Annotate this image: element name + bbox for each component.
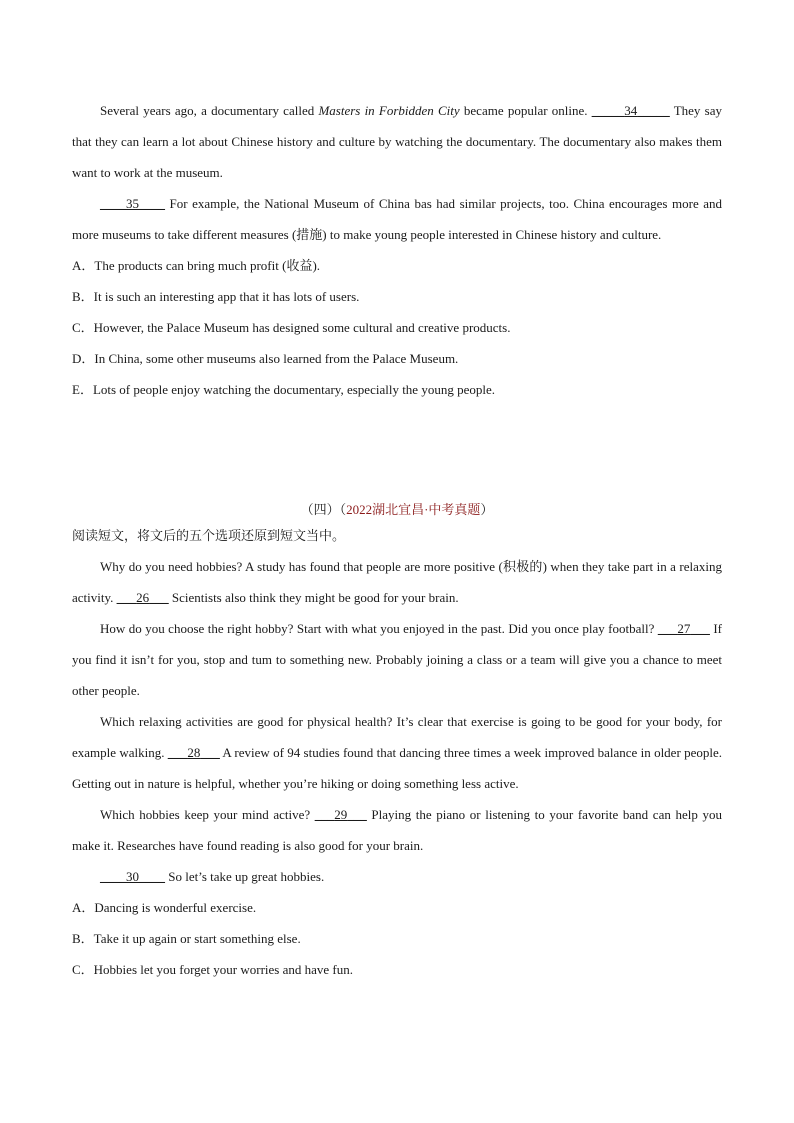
paragraph-text: became popular online. [459,103,592,118]
paragraph: Which relaxing activities are good for physical health? It’s clear that exercise is going to be good for your body, for example walking. ___28___ A review of 94 studies found that dancing three times a week improved balance in older people. Getting out in nature is helpful, whether you’re hiking or doing something less active. [72,714,723,791]
answer-blank-29[interactable]: ___29___ [314,807,367,822]
option-b: B．It is such an interesting app that it has lots of users. [72,289,360,304]
option-a: A．The products can bring much profit (收益). [72,258,321,273]
answer-blank-27[interactable]: ___27___ [657,621,710,636]
paragraph [72,188,722,250]
passage-four [72,499,722,985]
option-e: E．Lots of people enjoy watching the documentary, especially the young people. [72,382,495,397]
passage-three [72,95,722,405]
option-b: B．Take it up again or start something else. [72,931,301,946]
paragraph-text: For example, the National Museum of China bas had similar projects, too. China encourages more and more museums to take different measures (措施) to make young people interested in Chinese history and culture. [72,196,722,242]
answer-blank-26[interactable]: ___26___ [116,590,169,605]
section-spacer [72,405,722,499]
paragraph: How do you choose the right hobby? Start with what you enjoyed in the past. Did you once play football? ___27___ If you find it isn’t for you, stop and tum to something new. Probably joining a class or a team will give you a chance to meet other people. [72,621,722,698]
paragraph: ____30____ So let’s take up great hobbies. [100,869,325,884]
document-page [72,95,722,985]
option-a: A．Dancing is wonderful exercise. [72,900,257,915]
exam-source: 2022湖北宜昌·中考真题 [346,502,481,517]
option-d: D．In China, some other museums also learned from the Palace Museum. [72,351,459,366]
paragraph: Why do you need hobbies? A study has found that people are more positive (积极的) when they take part in a relaxing activity. ___26___ Scientists also think they might be good for your brain. [72,559,722,605]
paragraph [72,95,722,188]
documentary-title: Masters in Forbidden City [318,103,460,118]
paragraph: Which hobbies keep your mind active? ___29___ Playing the piano or listening to your favorite band can help you make it. Researches have found reading is also good for your brain. [72,807,722,853]
answer-blank-35[interactable]: ____35____ [100,196,165,211]
answer-blank-30[interactable]: ____30____ [100,869,165,884]
answer-blank-28[interactable]: ___28___ [167,745,220,760]
option-c: C．Hobbies let you forget your worries and have fun. [72,962,354,977]
option-c: C．However, the Palace Museum has designed some cultural and creative products. [72,320,511,335]
instruction: 阅读短文，将文后的五个选项还原到短文当中。 [72,528,346,543]
answer-blank-34[interactable]: _____34_____ [591,103,670,118]
paragraph-text: Several years ago, a documentary called [100,103,319,118]
section-heading: （四）（2022湖北宜昌·中考真题） [300,502,494,517]
paragraph-text: They say that they can learn a lot about Chinese history and culture by watching the documentary. The documentary also makes them want to work at the museum. [72,103,722,180]
